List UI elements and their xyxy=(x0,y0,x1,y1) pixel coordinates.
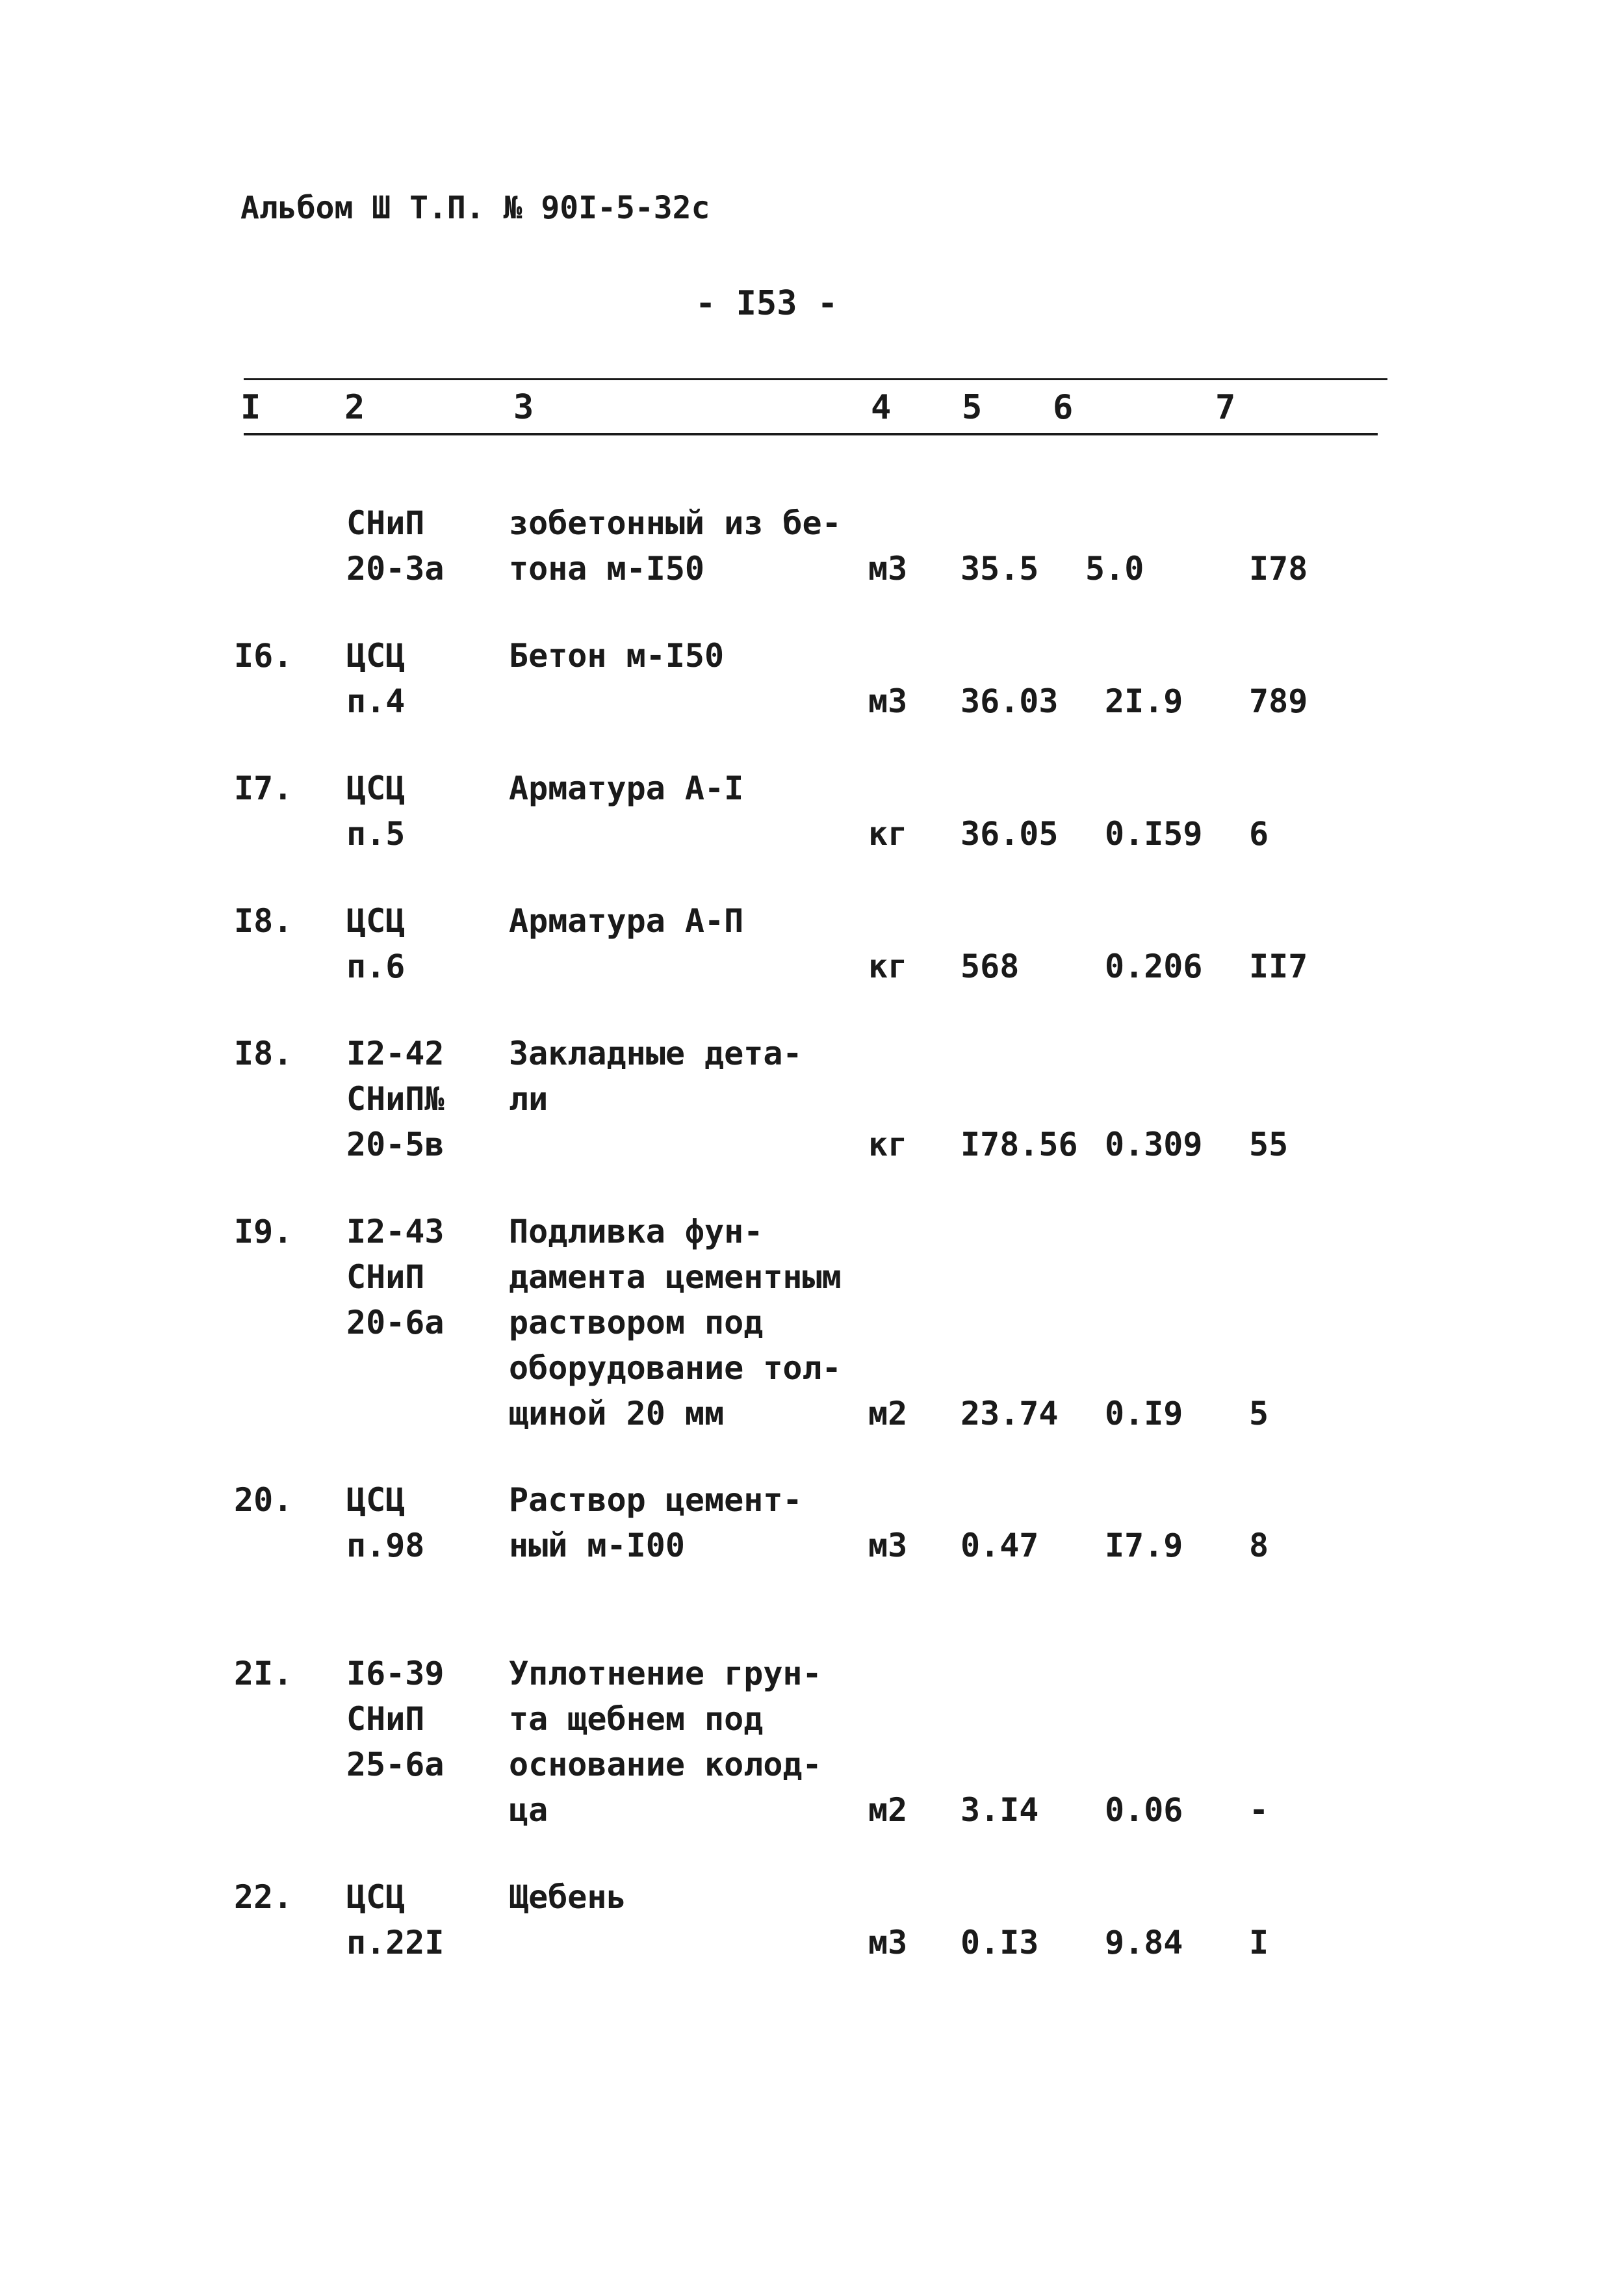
row-unit: кг xyxy=(868,815,908,853)
row-description: Бетон м-I50 xyxy=(509,637,725,675)
row-description: Раствор цемент- ный м-I00 xyxy=(509,1481,803,1564)
row-col5: 35.5 xyxy=(960,550,1039,588)
row-number: I8. xyxy=(234,1035,293,1072)
row-col7: 6 xyxy=(1249,815,1269,853)
row-unit: м2 xyxy=(868,1395,908,1432)
row-description: Арматура А-I xyxy=(509,769,744,807)
row-unit: м3 xyxy=(868,1924,908,1961)
row-col5: 0.I3 xyxy=(960,1924,1039,1961)
row-number: 2I. xyxy=(234,1655,293,1692)
column-header: I xyxy=(240,388,261,427)
row-col6: 0.I9 xyxy=(1105,1395,1183,1432)
row-col7: I78 xyxy=(1249,550,1308,588)
column-header: 3 xyxy=(513,388,534,427)
row-description: Уплотнение грун- та щебнем под основание колод- ца xyxy=(509,1655,822,1829)
row-code: СНиП 20-3а xyxy=(346,504,445,588)
row-code: ЦСЦ п.22I xyxy=(346,1878,445,1961)
row-description: Арматура А-П xyxy=(509,902,744,940)
top-rule xyxy=(244,378,1387,380)
row-number: I7. xyxy=(234,769,293,807)
row-unit: кг xyxy=(868,1126,908,1163)
column-header: 5 xyxy=(962,388,983,427)
row-code: ЦСЦ п.5 xyxy=(346,769,406,853)
album-reference: Альбом Ш Т.П. № 90I-5-32с xyxy=(240,190,710,226)
row-col5: 23.74 xyxy=(960,1395,1059,1432)
row-col5: 3.I4 xyxy=(960,1791,1039,1829)
row-col7: - xyxy=(1249,1791,1269,1829)
row-col6: 0.I59 xyxy=(1105,815,1203,853)
row-description: зобетонный из бе- тона м-I50 xyxy=(509,504,842,588)
row-col6: I7.9 xyxy=(1105,1527,1183,1564)
row-col5: 0.47 xyxy=(960,1527,1039,1564)
row-col6: 2I.9 xyxy=(1105,682,1183,720)
row-unit: м2 xyxy=(868,1791,908,1829)
row-col6: 0.309 xyxy=(1105,1126,1203,1163)
row-col7: 55 xyxy=(1249,1126,1289,1163)
column-header: 2 xyxy=(344,388,365,427)
row-code: ЦСЦ п.6 xyxy=(346,902,406,985)
row-number: I6. xyxy=(234,637,293,675)
row-col7: 789 xyxy=(1249,682,1308,720)
row-col7: II7 xyxy=(1249,948,1308,985)
row-col7: 5 xyxy=(1249,1395,1269,1432)
row-col5: 36.03 xyxy=(960,682,1059,720)
row-unit: м3 xyxy=(868,682,908,720)
row-code: ЦСЦ п.4 xyxy=(346,637,406,720)
row-col7: 8 xyxy=(1249,1527,1269,1564)
row-unit: м3 xyxy=(868,1527,908,1564)
row-col6: 5.0 xyxy=(1085,550,1144,588)
row-description: Закладные дета- ли xyxy=(509,1035,803,1118)
column-header: 6 xyxy=(1053,388,1074,427)
row-number: I8. xyxy=(234,902,293,940)
row-code: I2-42 СНиП№ 20-5в xyxy=(346,1035,445,1163)
row-col5: 36.05 xyxy=(960,815,1059,853)
row-code: I6-39 СНиП 25-6а xyxy=(346,1655,445,1783)
row-unit: м3 xyxy=(868,550,908,588)
row-code: I2-43 СНиП 20-6а xyxy=(346,1213,445,1341)
row-unit: кг xyxy=(868,948,908,985)
row-col5: 568 xyxy=(960,948,1020,985)
row-number: 22. xyxy=(234,1878,293,1916)
row-description: Подливка фун- дамента цементным раствором под оборудование тол- щиной 20 мм xyxy=(509,1213,842,1432)
column-header: 4 xyxy=(871,388,892,427)
row-number: 20. xyxy=(234,1481,293,1519)
row-col6: 0.06 xyxy=(1105,1791,1183,1829)
row-number: I9. xyxy=(234,1213,293,1250)
row-description: Щебень xyxy=(509,1878,626,1916)
row-col7: I xyxy=(1249,1924,1269,1961)
row-col6: 0.206 xyxy=(1105,948,1203,985)
page-number: - I53 - xyxy=(695,284,838,323)
header-rule xyxy=(244,433,1378,435)
column-header: 7 xyxy=(1215,388,1236,427)
row-code: ЦСЦ п.98 xyxy=(346,1481,425,1564)
row-col5: I78.56 xyxy=(960,1126,1078,1163)
row-col6: 9.84 xyxy=(1105,1924,1183,1961)
